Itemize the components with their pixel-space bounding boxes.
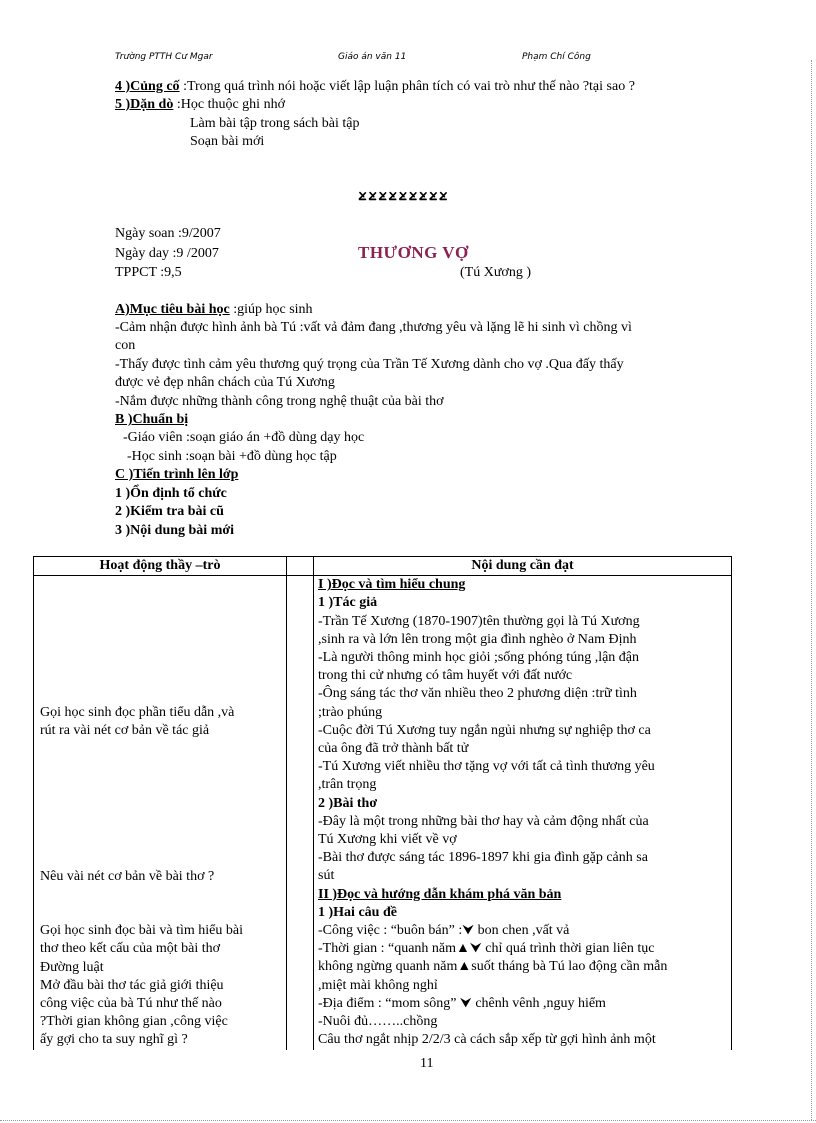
lesson-table	[33, 556, 732, 1051]
right-line: ;trào phúng	[318, 704, 383, 720]
process-step-1: 1 )Ổn định tổ chức	[115, 486, 227, 501]
table-header-row	[34, 557, 732, 576]
right-line: -Bài thơ được sáng tác 1896-1897 khi gia đình gặp cảnh sa	[318, 850, 648, 866]
objective-line-1: -Cảm nhận được hình ảnh bà Tú :vất vả đảm đang ,thương yêu và lặng lẽ hi sinh vì chồng vì	[115, 320, 632, 335]
right-line: ,miệt mài không nghỉ	[318, 977, 438, 993]
lesson-title: THƯƠNG VỢ	[358, 243, 469, 262]
lesson-author: (Tú Xương )	[460, 265, 531, 280]
objectives-label: A)Mục tiêu bài học	[115, 302, 230, 317]
right-line: 1 )Tác giả	[318, 595, 378, 611]
right-line: -Thời gian : “quanh năm▲⮟ chỉ quá trình thời gian liên tục	[318, 941, 655, 957]
dando-line	[115, 96, 285, 114]
right-line: I )Đọc và tìm hiểu chung	[318, 577, 466, 593]
right-line: -Địa điểm : “mom sông” ⮟ chênh vênh ,nguy hiểm	[318, 995, 606, 1011]
right-line: của ông đã trở thành bất tử	[318, 741, 469, 757]
prep-teacher: -Giáo viên :soạn giáo án +đồ dùng dạy học	[123, 430, 365, 445]
col-right-header: Nội dung cần đạt	[314, 557, 732, 576]
right-line: -Đây là một trong những bài thơ hay và cảm động nhất của	[318, 813, 649, 829]
right-line: ,trân trọng	[318, 777, 377, 793]
header-teacher: Phạm Chí Công	[522, 52, 591, 62]
right-line: ,sinh ra và lớn lên trong một gia đình nghèo ở Nam Định	[318, 631, 637, 647]
col-left-header: Hoạt động thầy –trò	[34, 557, 287, 576]
col-mid-header	[287, 557, 314, 576]
cungco-line	[115, 78, 635, 96]
right-line: II )Đọc và hướng dẫn khám phá văn bản	[318, 886, 562, 902]
prep-heading: B )Chuẩn bị	[115, 412, 189, 427]
dando-item-2: Soạn bài mới	[190, 134, 265, 149]
ngay-day: Ngày day :9 /2007	[115, 246, 219, 261]
right-line: 1 )Hai câu đề	[318, 904, 397, 920]
page-edge-right	[810, 60, 812, 1120]
left-line: Mở đầu bài thơ tác giả giới thiệu	[40, 977, 224, 993]
objective-line-3: -Thấy được tình cảm yêu thương quý trọng của Trần Tế Xương dành cho vợ .Qua đấy thấy	[115, 357, 624, 372]
right-line: -Cuộc đời Tú Xương tuy ngắn ngủi nhưng sự nghiệp thơ ca	[318, 722, 651, 738]
left-cell-content	[34, 576, 286, 1050]
left-line: Nêu vài nét cơ bản về bài thơ ?	[40, 869, 215, 885]
objective-line-2: con	[115, 338, 136, 353]
table-body-row	[34, 576, 732, 1051]
header-school: Trường PTTH Cư Mgar	[115, 52, 213, 62]
right-line: -Công việc : “buôn bán” :⮟ bon chen ,vất vả	[318, 923, 570, 939]
left-block-reading	[34, 922, 286, 1049]
left-line: Gọi học sinh đọc bài và tìm hiểu bài	[40, 923, 243, 939]
right-line: -Nuôi đủ……..chồng	[318, 1014, 438, 1030]
right-line: 2 )Bài thơ	[318, 795, 378, 811]
left-line: rút ra vài nét cơ bản về tác giả	[40, 723, 210, 739]
mid-cell	[287, 576, 314, 1051]
dando-label: 5 )Dặn dò	[115, 97, 174, 112]
ngay-soan: Ngày soan :9/2007	[115, 226, 221, 241]
left-line: ấy gợi cho ta suy nghĩ gì ?	[40, 1032, 188, 1048]
objective-line-4: được vẻ đẹp nhân chách của Tú Xương	[115, 375, 335, 390]
page-edge-bottom	[0, 1120, 816, 1122]
objectives-intro: :giúp học sinh	[229, 302, 313, 317]
right-line: trong thi cử nhưng có tâm huyết với đất nước	[318, 668, 573, 684]
process-step-3: 3 )Nội dung bài mới	[115, 523, 234, 538]
right-line: không ngừng quanh năm▲suốt tháng bà Tú lao động cần mẫn	[318, 959, 668, 975]
process-heading: C )Tiến trình lên lớp	[115, 467, 239, 482]
header-subject: Giáo án văn 11	[338, 52, 407, 62]
left-line: ?Thời gian không gian ,công việc	[40, 1014, 228, 1030]
left-block-poem	[34, 868, 286, 886]
right-cell	[314, 576, 732, 1051]
left-cell	[34, 576, 287, 1051]
right-line: -Trần Tế Xương (1870-1907)tên thường gọi là Tú Xương	[318, 613, 640, 629]
dando-text: :Học thuộc ghi nhớ	[173, 97, 285, 112]
left-line: thơ theo kết cấu của một bài thơ	[40, 941, 221, 957]
right-line: -Là người thông minh học giỏi ;sống phóng túng ,lận đận	[318, 650, 640, 666]
right-line: Câu thơ ngắt nhịp 2/2/3 cà cách sắp xếp từ gợi hình ảnh một	[318, 1032, 656, 1048]
section-separator: ᭻᭻᭻᭻᭻᭻᭻᭻᭻	[358, 189, 449, 204]
page-number: 11	[420, 1056, 434, 1071]
cungco-text: :Trong quá trình nói hoặc viết lập luận phân tích có vai trò như thế nào ?tại sao ?	[179, 79, 635, 94]
right-cell-content	[314, 576, 731, 1050]
right-line: sút	[318, 868, 335, 884]
tppct: TPPCT :9,5	[115, 265, 182, 280]
left-line: Gọi học sinh đọc phần tiểu dẫn ,và	[40, 705, 235, 721]
left-block-author	[34, 704, 286, 740]
objectives-heading	[115, 301, 313, 319]
right-line: -Tú Xương viết nhiều thơ tặng vợ với tất cả tình thương yêu	[318, 759, 655, 775]
page-bottom-area	[0, 1050, 816, 1123]
right-line: Tú Xương khi viết về vợ	[318, 832, 457, 848]
left-line: công việc của bà Tú như thế nào	[40, 996, 222, 1012]
dando-item-1: Làm bài tập trong sách bài tập	[190, 116, 360, 131]
prep-student: -Học sinh :soạn bài +đồ dùng học tập	[127, 449, 337, 464]
right-line: -Ông sáng tác thơ văn nhiều theo 2 phương diện :trữ tình	[318, 686, 637, 702]
process-step-2: 2 )Kiểm tra bài cũ	[115, 504, 224, 519]
objective-line-5: -Nắm được những thành công trong nghệ thuật của bài thơ	[115, 394, 444, 409]
cungco-label: 4 )Củng cố	[115, 79, 180, 94]
left-line: Đường luật	[40, 959, 104, 975]
